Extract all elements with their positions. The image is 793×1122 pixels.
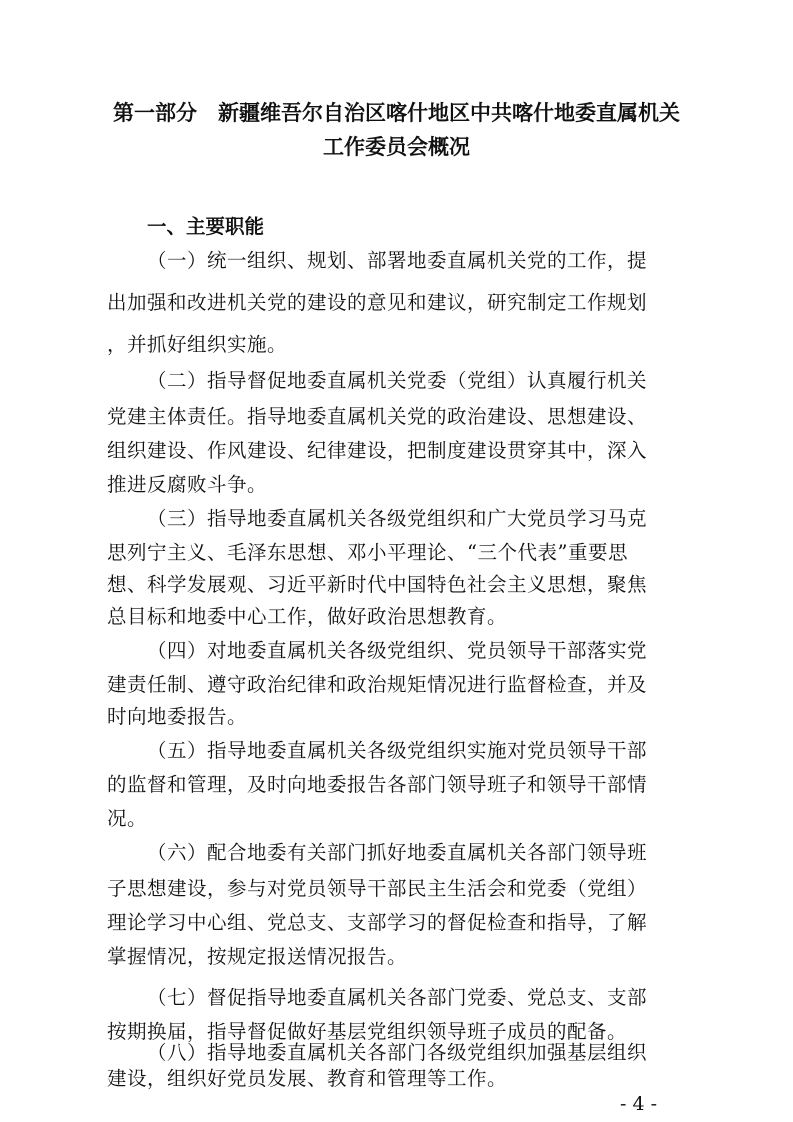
text-line: 组织建设、作风建设、纪律建设，把制度建设贯穿其中，深入	[107, 439, 648, 462]
text-line: （一）统一组织、规划、部署地委直属机关党的工作，提	[147, 249, 648, 272]
text-line: （四）对地委直属机关各级党组织、党员领导干部落实党	[147, 639, 648, 662]
text-line: 时向地委报告。	[107, 705, 248, 728]
text-line: 的监督和管理，及时向地委报告各部门领导班子和领导干部情	[107, 773, 648, 796]
text-line: 建设，组织好党员发展、教育和管理等工作。	[107, 1067, 508, 1090]
text-line: 党建主体责任。指导地委直属机关党的政治建设、思想建设、	[107, 405, 648, 428]
text-line: 出加强和改进机关党的建设的意见和建议，研究制定工作规划	[107, 291, 648, 314]
section-heading: 一、主要职能	[147, 215, 265, 238]
text-line: （二）指导督促地委直属机关党委（党组）认真履行机关	[147, 369, 648, 392]
text-line: 想、科学发展观、习近平新时代中国特色社会主义思想，聚焦	[107, 573, 648, 596]
text-line: 况。	[107, 807, 148, 830]
text-line: ，并抓好组织实施。	[107, 333, 288, 356]
text-line: 掌握情况，按规定报送情况报告。	[107, 945, 408, 968]
text-line: 建责任制、遵守政治纪律和政治规矩情况进行监督检查，并及	[107, 673, 648, 696]
page-number: - 4 -	[620, 1093, 658, 1115]
text-line: 思列宁主义、毛泽东思想、邓小平理论、“三个代表”重要思	[107, 541, 628, 564]
text-line: （三）指导地委直属机关各级党组织和广大党员学习马克	[147, 507, 648, 530]
text-line: 理论学习中心组、党总支、支部学习的督促检查和指导，了解	[107, 911, 648, 934]
text-line: （六）配合地委有关部门抓好地委直属机关各部门领导班	[147, 841, 648, 864]
text-line: 按期换届，指导督促做好基层党组织领导班子成员的配备。	[107, 1020, 628, 1043]
document-title-line-2: 工作委员会概况	[323, 135, 470, 159]
text-line: （七）督促指导地委直属机关各部门党委、党总支、支部	[147, 986, 648, 1009]
text-line: 总目标和地委中心工作，做好政治思想教育。	[107, 605, 508, 628]
text-line: （八）指导地委直属机关各部门各级党组织加强基层组织	[147, 1041, 648, 1064]
text-line: 推进反腐败斗争。	[107, 473, 268, 496]
document-title-line-1: 第一部分 新疆维吾尔自治区喀什地区中共喀什地委直属机关	[113, 101, 680, 125]
text-line: （五）指导地委直属机关各级党组织实施对党员领导干部	[147, 739, 648, 762]
text-line: 子思想建设，参与对党员领导干部民主生活会和党委（党组）	[107, 877, 648, 900]
